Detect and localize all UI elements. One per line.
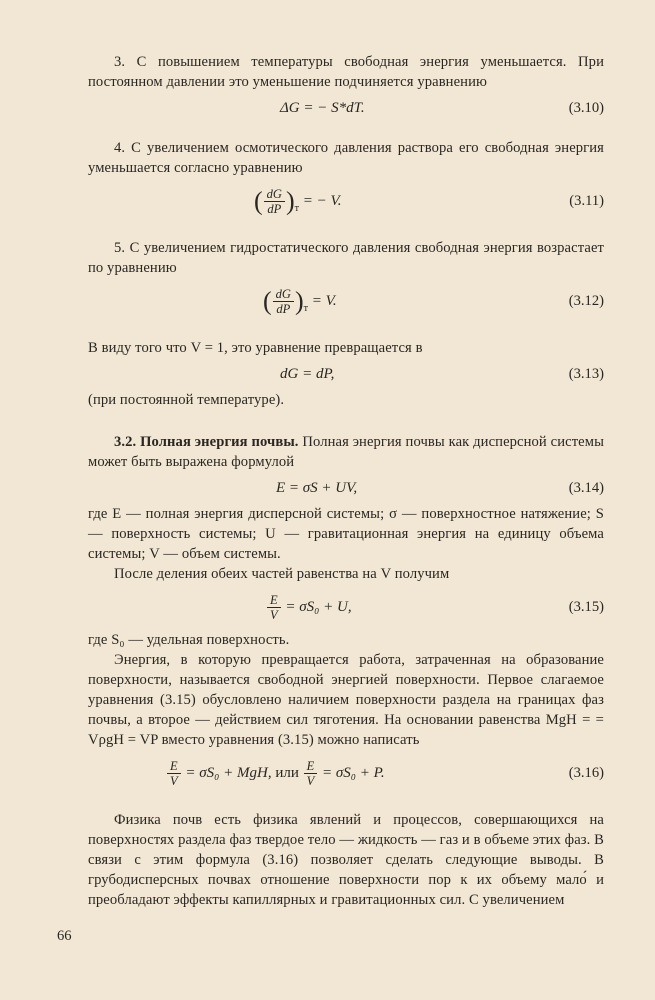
equation-3-15: $\frac{E}{V}$ = σS₀ + U, (3.15) bbox=[88, 584, 604, 630]
equation-number: (3.16) bbox=[568, 765, 604, 781]
equation-3-14 bbox=[88, 472, 604, 504]
equation-formula: E = σS + UV, bbox=[276, 480, 358, 496]
section-3-2-paragraph: 3.2. Полная энергия почвы. Полная энергия почвы как дисперсной системы может быть выражена формулой bbox=[88, 434, 604, 470]
paragraph-item-5: 5. С увеличением гидростатического давления свободная энергия возрастает по уравнению bbox=[88, 240, 604, 276]
equation-number: (3.11) bbox=[569, 193, 604, 209]
equation-formula: dG = dP, bbox=[280, 366, 335, 382]
paragraph-item-4: 4. С увеличением осмотического давления раствора его свободная энергия уменьшается согласно уравнению bbox=[88, 140, 604, 176]
fraction: $\frac{E}{V}$ bbox=[167, 759, 181, 788]
paragraph-after-division: После деления обеих частей равенства на V получим bbox=[114, 566, 450, 582]
equation-3-10 bbox=[88, 92, 604, 124]
text-column bbox=[88, 52, 604, 910]
equation-3-11: ( $\frac{dG}{dP}$ )$_т$ = − V. (3.11) bbox=[88, 178, 604, 224]
paragraph-specific-surface: где S₀ — удельная поверхность. bbox=[88, 632, 290, 648]
paragraph-surface-energy: Энергия, в которую превращается работа, затраченная на образование поверхности, называется свободной энергией поверхности. Первое слагаемое уравнения (3.15) обусловлено наличием поверхности раздела на границах фаз почвы, а второе — действием сил тяготения. На основании равенства MgH = = VρgH = VP вместо уравнения (3.15) можно написать bbox=[88, 652, 604, 748]
equation-number: (3.15) bbox=[568, 599, 604, 615]
paragraph-constant-temperature: (при постоянной температуре). bbox=[88, 392, 285, 408]
equation-number: (3.14) bbox=[568, 480, 604, 496]
fraction: $\frac{E}{V}$ bbox=[267, 593, 281, 622]
paragraph-v-equals-one: В виду того что V = 1, это уравнение превращается в bbox=[88, 340, 423, 356]
equation-number: (3.13) bbox=[568, 366, 604, 382]
paragraph-definitions: где E — полная энергия дисперсной системы; σ — поверхностное натяжение; S — поверхность системы; U — гравитационная энергия на единицу объема системы; V — объем системы. bbox=[88, 506, 604, 562]
equation-number: (3.12) bbox=[568, 293, 604, 309]
fraction: $\frac{dG}{dP}$ bbox=[273, 287, 294, 316]
section-title: 3.2. Полная энергия почвы. bbox=[114, 434, 299, 450]
paragraph-item-3: 3. С повышением температуры свободная энергия уменьшается. При постоянном давлении это уменьшение подчиняется уравнению bbox=[88, 54, 604, 90]
fraction: $\frac{dG}{dP}$ bbox=[264, 187, 285, 216]
equation-3-13 bbox=[88, 358, 604, 390]
equation-3-12: ( $\frac{dG}{dP}$ )$_т = V$. (3.12) bbox=[88, 278, 604, 324]
page-number: 66 bbox=[57, 928, 72, 944]
equation-formula: ΔG = − S*dT. bbox=[280, 100, 365, 116]
fraction: $\frac{E}{V}$ bbox=[304, 759, 318, 788]
equation-3-16: $\frac{E}{V}$ = σS₀ + MgH, или $\frac{E}{V}$ = σS₀ + P. (3.16) bbox=[88, 750, 604, 796]
equation-number: (3.10) bbox=[568, 100, 604, 116]
paragraph-soil-physics: Физика почв есть физика явлений и процессов, совершающихся на поверхностях раздела фаз твердое тело — жидкость — газ и в объеме этих фаз. В связи с этим формула (3.16) позволяет сделать следующие выводы. В грубодисперсных почвах отношение поверхности пор к их объему мало́ и преобладают эффекты капиллярных и гравитационных сил. С увеличением bbox=[88, 812, 604, 908]
